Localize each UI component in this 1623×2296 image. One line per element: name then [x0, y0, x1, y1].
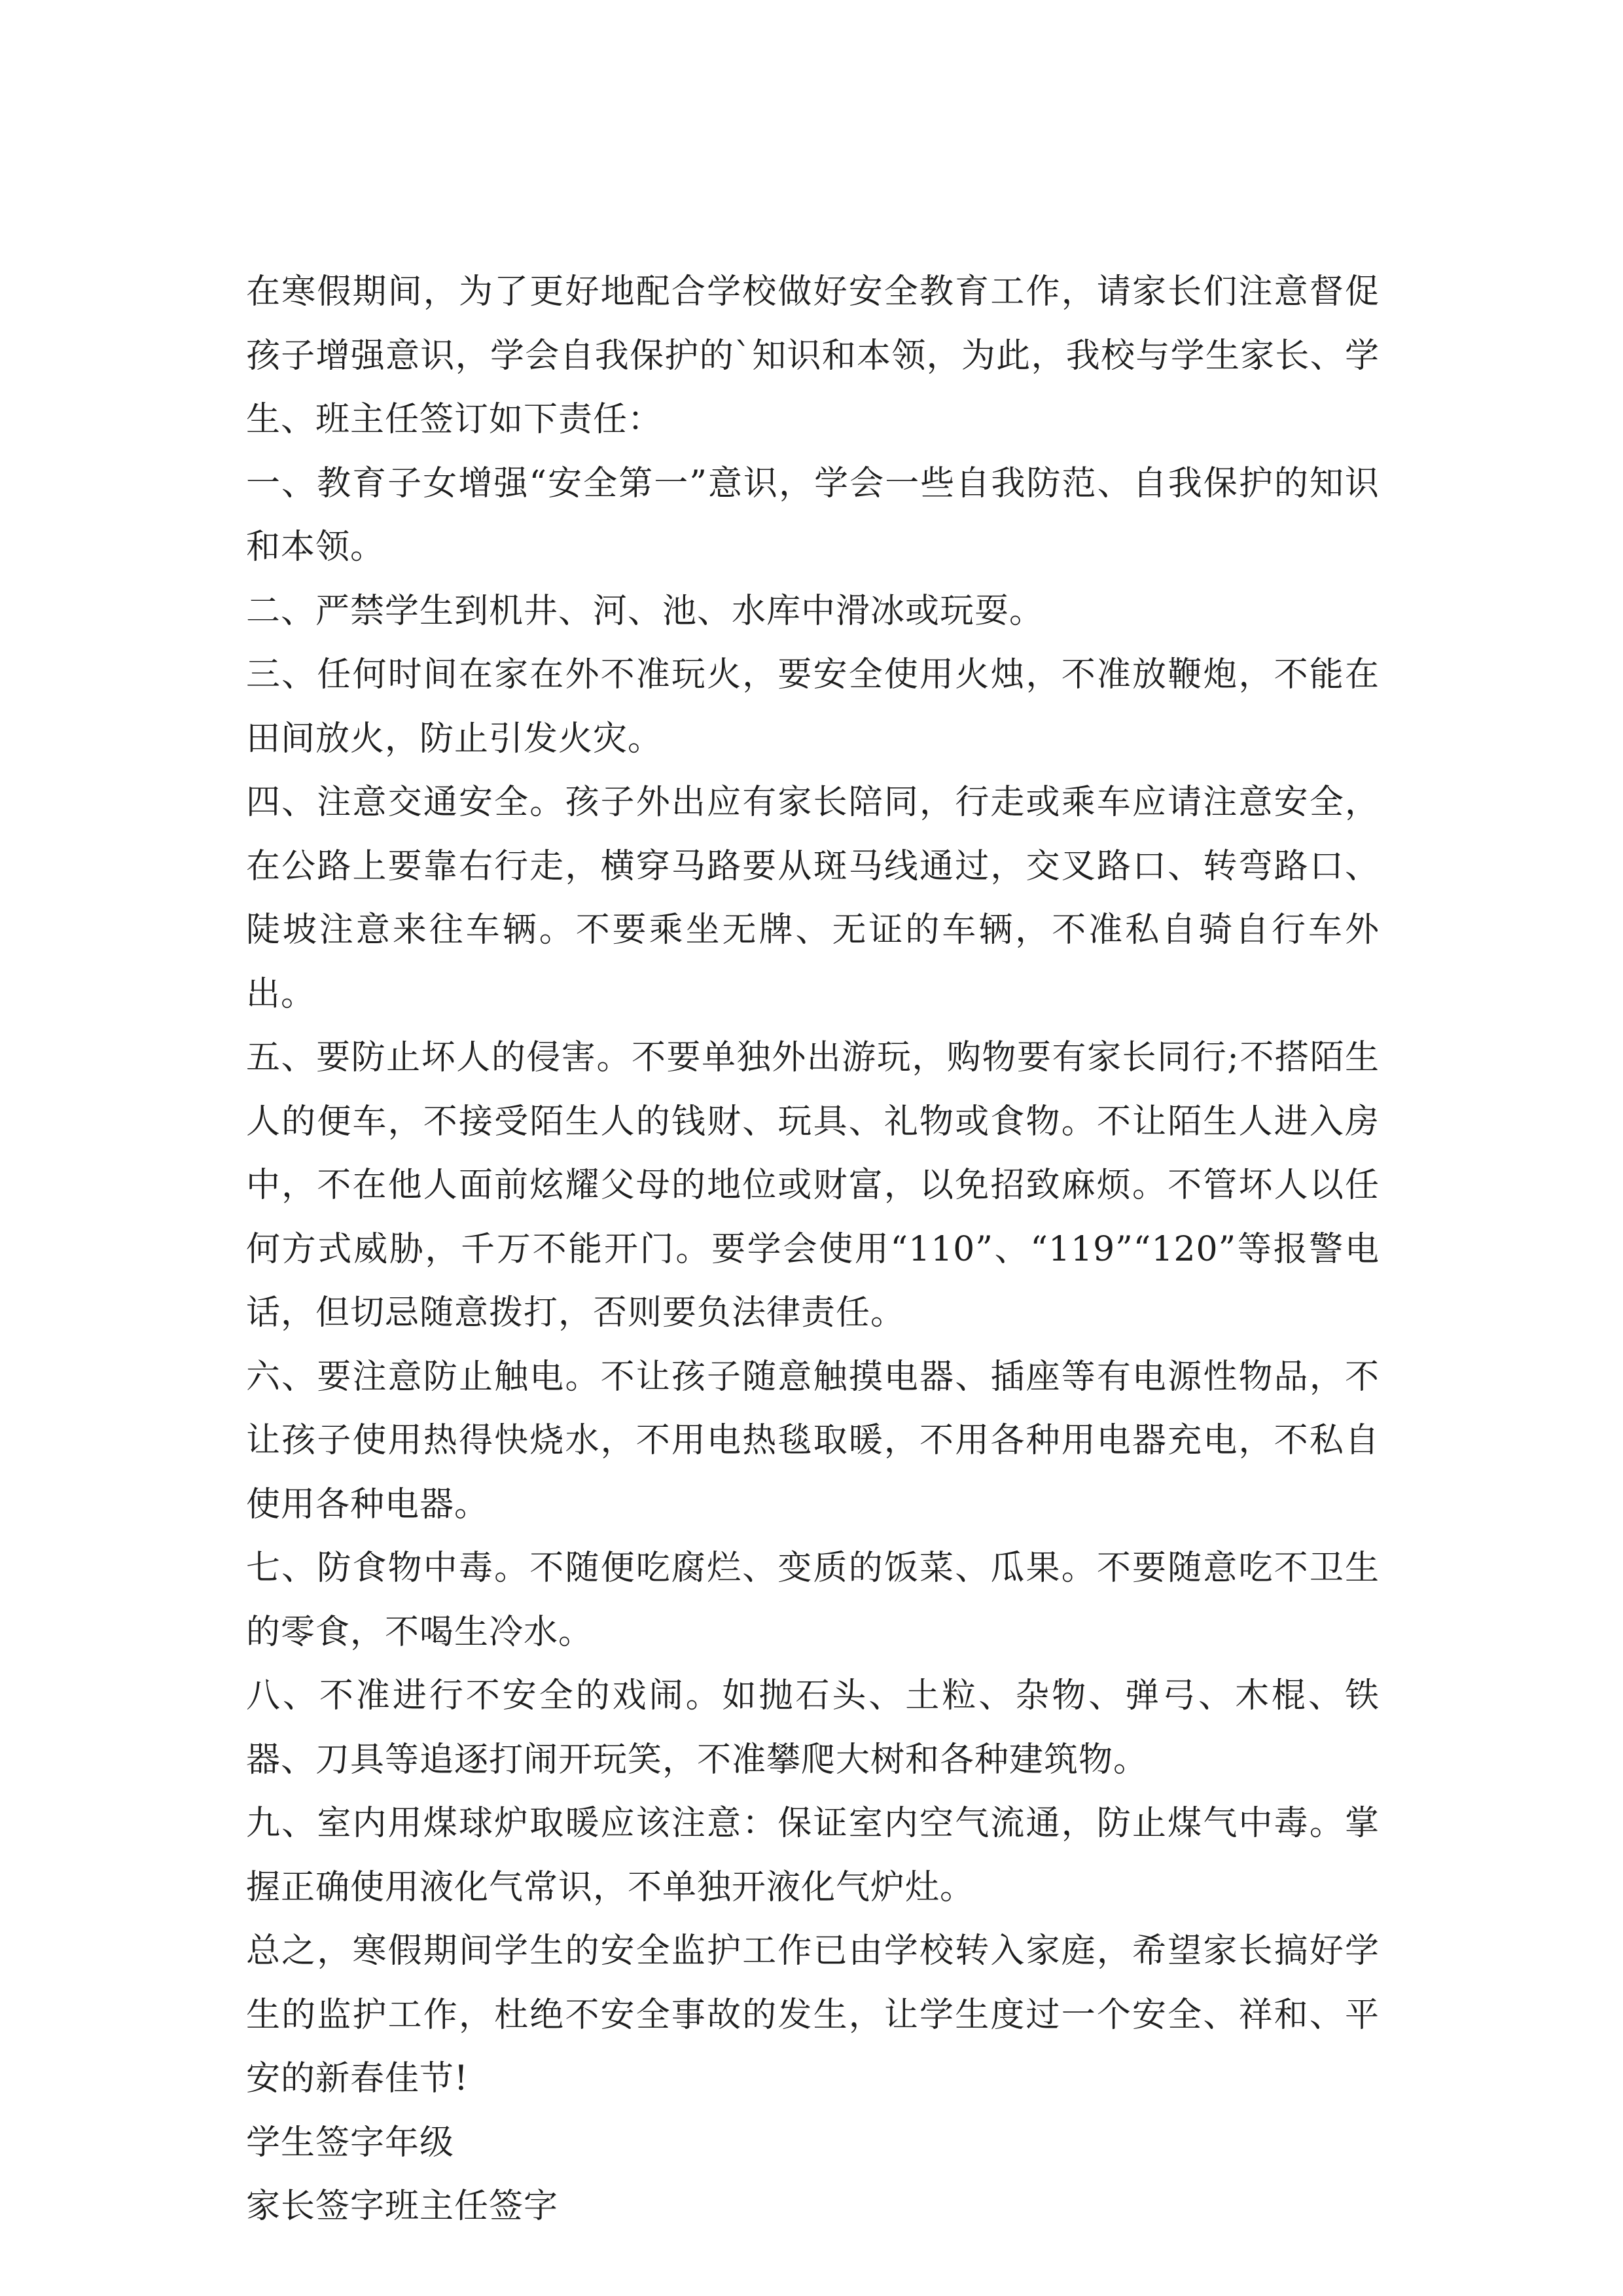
clause-8: 八、不准进行不安全的戏闹。如抛石头、土粒、杂物、弹弓、木棍、铁器、刀具等追逐打闹开玩笑，不准攀爬大树和各种建筑物。 [246, 1676, 1380, 1780]
clause-6: 六、要注意防止触电。不让孩子随意触摸电器、插座等有电源性物品，不让孩子使用热得快烧水，不用电热毯取暖，不用各种用电器充电，不私自使用各种电器。 [246, 1357, 1380, 1524]
intro-paragraph: 在寒假期间，为了更好地配合学校做好安全教育工作，请家长们注意督促孩子增强意识，学会自我保护的`知识和本领，为此，我校与学生家长、学生、班主任签订如下责任： [246, 272, 1380, 439]
student-signature-line: 学生签字年级 [246, 2123, 455, 2162]
conclusion-paragraph: 总之，寒假期间学生的安全监护工作已由学校转入家庭，希望家长搞好学生的监护工作，杜绝不安全事故的发生，让学生度过一个安全、祥和、平安的新春佳节! [246, 1931, 1380, 2098]
clause-1: 一、教育子女增强“安全第一”意识，学会一些自我防范、自我保护的知识和本领。 [246, 463, 1380, 567]
clause-4: 四、注意交通安全。孩子外出应有家长陪同，行走或乘车应请注意安全，在公路上要靠右行走，横穿马路要从斑马线通过，交叉路口、转弯路口、陡坡注意来往车辆。不要乘坐无牌、无证的车辆，不准私自骑自行车外出。 [246, 783, 1380, 1014]
document-body [246, 260, 1380, 2239]
clause-7: 七、防食物中毒。不随便吃腐烂、变质的饭菜、瓜果。不要随意吃不卫生的零食，不喝生冷水。 [246, 1549, 1380, 1652]
clause-3: 三、任何时间在家在外不准玩火，要安全使用火烛，不准放鞭炮，不能在田间放火，防止引发火灾。 [246, 655, 1380, 759]
clause-5: 五、要防止坏人的侵害。不要单独外出游玩，购物要有家长同行;不搭陌生人的便车，不接受陌生人的钱财、玩具、礼物或食物。不让陌生人进入房中，不在他人面前炫耀父母的地位或财富，以免招致麻烦。不管坏人以任何方式威胁，千万不能开门。要学会使用“110”、“119”“120”等报警电话，但切忌随意拨打，否则要负法律责任。 [246, 1038, 1380, 1333]
clause-9: 九、室内用煤球炉取暖应该注意：保证室内空气流通，防止煤气中毒。掌握正确使用液化气常识，不单独开液化气炉灶。 [246, 1804, 1380, 1907]
clause-2: 二、严禁学生到机井、河、池、水库中滑冰或玩耍。 [246, 591, 1044, 631]
parent-signature-line: 家长签字班主任签字 [246, 2187, 559, 2226]
